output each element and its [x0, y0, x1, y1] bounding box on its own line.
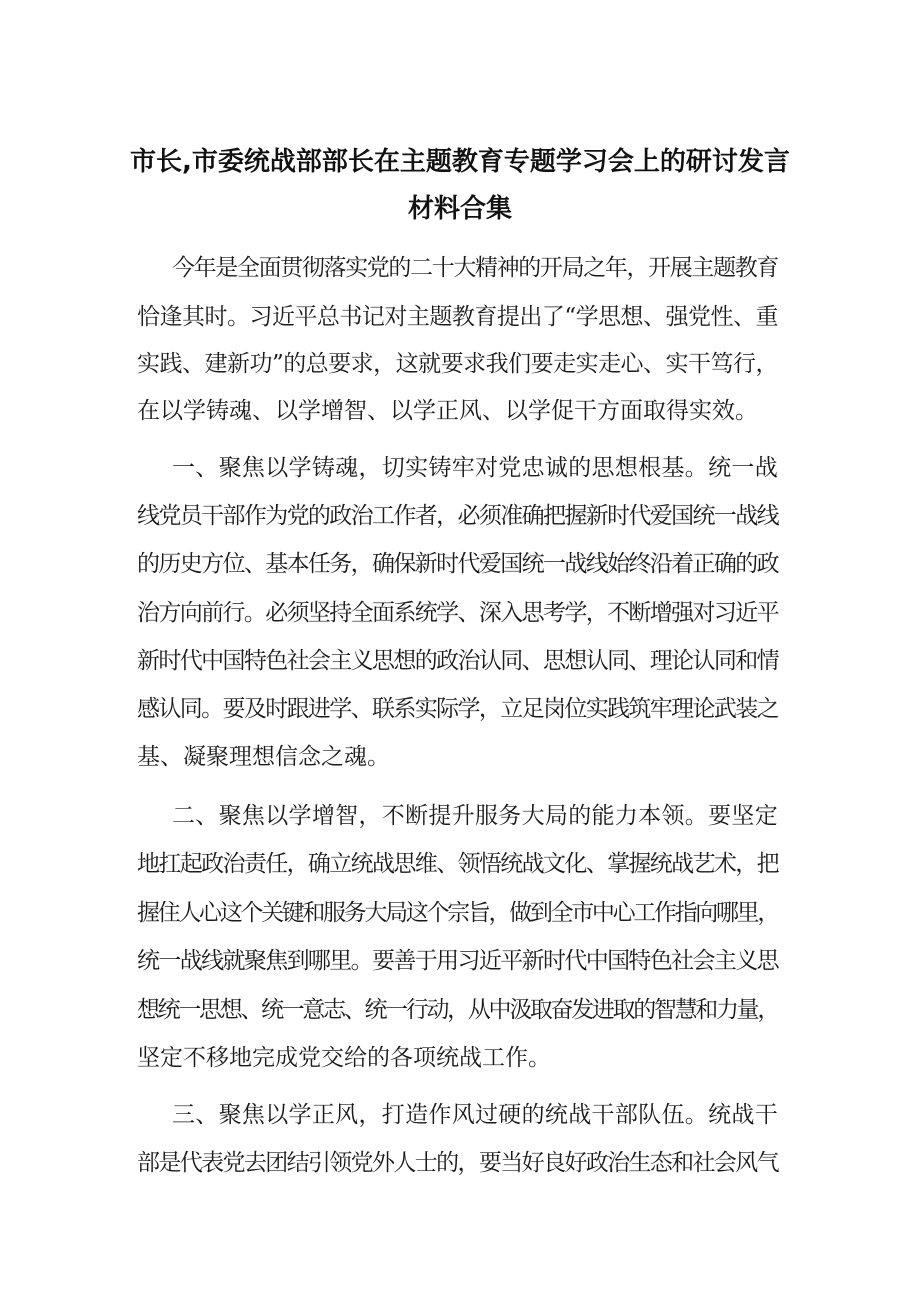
paragraph-line: 坚定不移地完成党交给的各项统战工作。	[137, 1045, 551, 1071]
paragraph-line: 想统一思想、统一意志、统一行动，从中汲取奋发进取的智慧和力量，	[137, 997, 779, 1023]
paragraph-line: 三、聚焦以学正风，打造作风过硬的统战干部队伍。统战干	[172, 1102, 778, 1128]
paragraph-line: 二、聚焦以学增智，不断提升服务大局的能力本领。要坚定	[172, 803, 778, 829]
paragraph-line: 统一战线就聚焦到哪里。要善于用习近平新时代中国特色社会主义思	[137, 948, 779, 974]
paragraph-line: 在以学铸魂、以学增智、以学正风、以学促干方面取得实效。	[137, 398, 758, 424]
paragraph-line: 感认同。要及时跟进学、联系实际学，立足岗位实践筑牢理论武装之	[137, 696, 779, 722]
paragraph-line: 恰逢其时。习近平总书记对主题教育提出了“学思想、强党性、重	[137, 304, 778, 330]
paragraph-line: 基、凝聚理想信念之魂。	[137, 744, 390, 770]
paragraph-line: 线党员干部作为党的政治工作者，必须准确把握新时代爱国统一战线	[137, 503, 779, 529]
paragraph-line: 新时代中国特色社会主义思想的政治认同、思想认同、理论认同和情	[137, 648, 779, 674]
paragraph-line: 一、聚焦以学铸魂，切实铸牢对党忠诚的思想根基。统一战	[172, 455, 778, 481]
paragraph-line: 地扛起政治责任，确立统战思维、领悟统战文化、掌握统战艺术，把	[137, 851, 779, 877]
document-title-line-2: 材料合集	[407, 194, 512, 224]
paragraph-line: 的历史方位、基本任务，确保新时代爱国统一战线始终沿着正确的政	[137, 551, 779, 577]
paragraph-line: 握住人心这个关键和服务大局这个宗旨，做到全市中心工作指向哪里，	[137, 900, 779, 926]
paragraph-line: 治方向前行。必须坚持全面系统学、深入思考学，不断增强对习近平	[137, 600, 779, 626]
paragraph-line: 实践、建新功”的总要求，这就要求我们要走实走心、实干笃行，	[137, 351, 778, 377]
paragraph-line: 部是代表党去团结引领党外人士的，要当好良好政治生态和社会风气	[137, 1150, 779, 1176]
document-title-line-1: 市长,市委统战部部长在主题教育专题学习会上的研讨发言	[130, 147, 790, 177]
paragraph-line: 今年是全面贯彻落实党的二十大精神的开局之年，开展主题教育	[172, 255, 779, 281]
